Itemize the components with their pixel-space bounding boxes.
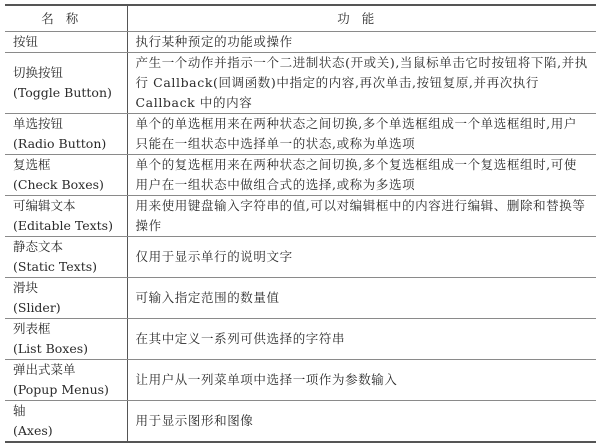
control-name — [5, 114, 127, 155]
gui-controls-table — [5, 4, 596, 443]
control-function: 可输入指定范围的数量值 — [127, 278, 596, 319]
table-row — [5, 32, 596, 53]
control-name — [5, 32, 127, 53]
control-name — [5, 360, 127, 401]
control-name — [5, 278, 127, 319]
name-cn: 轴 — [13, 403, 26, 418]
table-row — [5, 155, 596, 196]
table-row — [5, 114, 596, 155]
control-function: 单个的单选框用来在两种状态之间切换,多个单选框组成一个单选框组时,用户只能在一组状态中选择单一的状态,或称为单选项 — [127, 114, 596, 155]
control-name — [5, 237, 127, 278]
control-name — [5, 53, 127, 114]
name-cn: 可编辑文本 — [13, 198, 76, 213]
name-cn: 列表框 — [13, 321, 51, 336]
control-name — [5, 155, 127, 196]
table-row — [5, 319, 596, 360]
control-name — [5, 196, 127, 237]
name-cn: 滑块 — [13, 280, 39, 295]
table-row — [5, 196, 596, 237]
name-cn: 复选框 — [13, 157, 51, 172]
name-en: (Radio Button) — [13, 136, 107, 151]
name-cn: 按钮 — [13, 34, 39, 49]
name-en: (List Boxes) — [13, 341, 89, 356]
name-cn: 切换按钮 — [13, 65, 64, 80]
control-function: 执行某种预定的功能或操作 — [127, 32, 596, 53]
name-en: (Axes) — [13, 423, 53, 438]
name-cn: 单选按钮 — [13, 116, 64, 131]
name-en: (Check Boxes) — [13, 177, 104, 192]
control-function: 让用户从一列菜单项中选择一项作为参数输入 — [127, 360, 596, 401]
name-en: (Toggle Button) — [13, 85, 112, 100]
control-function: 产生一个动作并指示一个二进制状态(开或关),当鼠标单击它时按钮将下陷,并执行 Callback(回调函数)中指定的内容,再次单击,按钮复原,并再次执行 Callback 中的内容 — [127, 53, 596, 114]
control-function: 用来使用键盘输入字符串的值,可以对编辑框中的内容进行编辑、删除和替换等操作 — [127, 196, 596, 237]
table-row — [5, 53, 596, 114]
name-cn: 弹出式菜单 — [13, 362, 76, 377]
control-name — [5, 319, 127, 360]
control-function: 仅用于显示单行的说明文字 — [127, 237, 596, 278]
name-en: (Editable Texts) — [13, 218, 113, 233]
name-en: (Slider) — [13, 300, 61, 315]
table-header-row — [5, 5, 596, 32]
table-row — [5, 278, 596, 319]
table-row — [5, 237, 596, 278]
name-en: (Static Texts) — [13, 259, 98, 274]
header-name: 名称 — [5, 5, 127, 32]
table-row — [5, 360, 596, 401]
name-cn: 静态文本 — [13, 239, 64, 254]
name-en: (Popup Menus) — [13, 382, 109, 397]
control-function: 在其中定义一系列可供选择的字符串 — [127, 319, 596, 360]
header-function: 功能 — [127, 5, 596, 32]
control-function: 用于显示图形和图像 — [127, 401, 596, 443]
control-function: 单个的复选框用来在两种状态之间切换,多个复选框组成一个复选框组时,可使用户在一组状态中做组合式的选择,或称为多选项 — [127, 155, 596, 196]
